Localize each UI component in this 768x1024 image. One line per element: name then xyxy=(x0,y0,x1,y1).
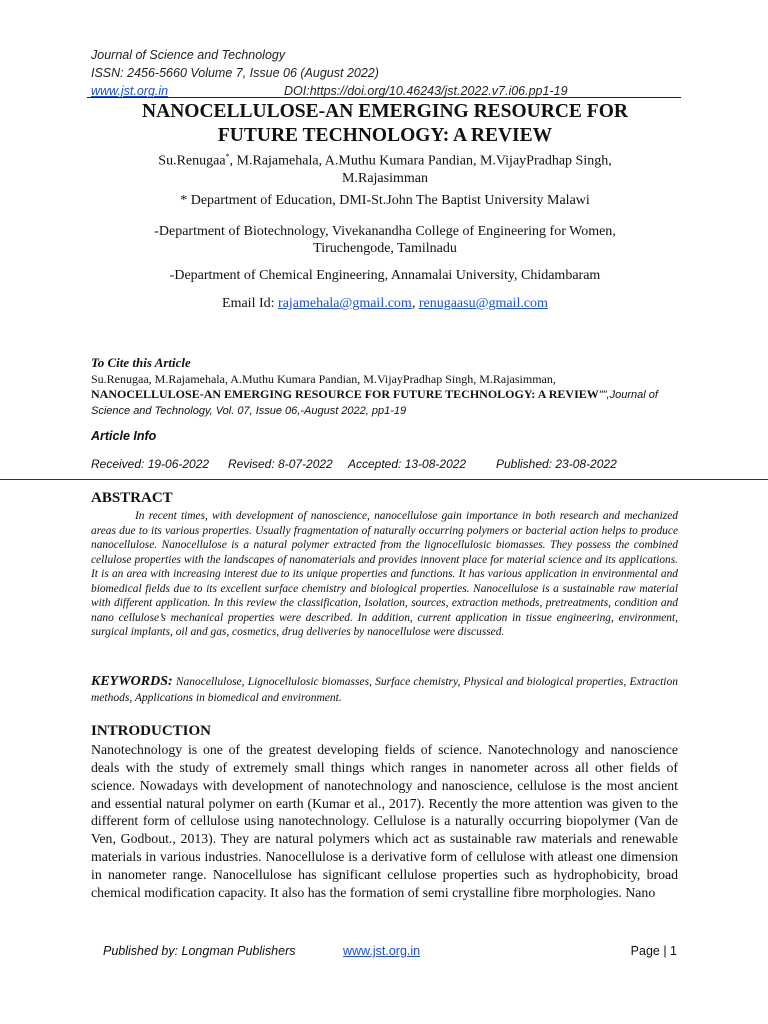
cite-title: NANOCELLULOSE-AN EMERGING RESOURCE FOR FUTURE TECHNOLOGY: A REVIEW xyxy=(91,387,599,401)
author-first-mark: * xyxy=(225,152,230,161)
abstract-text: In recent times, with development of nanoscience, nanocellulose gain importance in both research and mechanized areas due to its various properties. Usually fragmentation of naturally occurring polymers or bacterial action helps to produce nanocellulose. Nanocellulose is a natural polymer extracted from the lignocellulosic biomasses. They possess the combined cellulose properties with the landscapes of nanomaterials and provides innovent place for material science and its applications. It is an area with increasing interest due to its unique properties and functions. It has various application in environmental and biomedical fields due to its excellent surface chemistry and biological properties. Nanocellulose is a sustainable raw material with different application. In this review the classification, Isolation, sources, extraction methods, pretreatments, condition and nano cellulose’s mechanical properties were described. In addition, current application in tissue engineering, environment, surgical implants, oil and gas, cosmetics, drug deliveries by nanocellulose were discussed. xyxy=(91,510,678,639)
header-divider xyxy=(87,97,681,98)
email-label: Email Id: xyxy=(222,296,279,311)
paper-title-line-2: FUTURE TECHNOLOGY: A REVIEW xyxy=(217,125,553,146)
cite-authors: Su.Renugaa, M.Rajamehala, A.Muthu Kumara Pandian, M.VijayPradhap Singh, M.Rajasimman, xyxy=(91,372,556,386)
keywords-block xyxy=(91,674,678,706)
introduction-heading: INTRODUCTION xyxy=(91,723,212,739)
affiliation-2 xyxy=(90,223,680,257)
section-divider xyxy=(0,479,768,480)
footer-url-link[interactable]: www.jst.org.in xyxy=(343,944,421,958)
journal-url-link[interactable]: www.jst.org.in xyxy=(91,84,169,98)
journal-header xyxy=(91,46,568,100)
accepted-date: Accepted: 13-08-2022 xyxy=(348,457,467,471)
keywords-text: Nanocellulose, Lignocellulosic biomasses, Surface chemistry, Physical and biological properties, Extraction methods, Applications in biomedical and environment. xyxy=(91,676,678,704)
author-line-2: M.Rajasimman xyxy=(342,170,428,186)
keywords-label: KEYWORDS: xyxy=(91,674,173,689)
abstract-heading: ABSTRACT xyxy=(91,490,173,506)
cite-body xyxy=(91,372,681,419)
email-line xyxy=(90,295,680,312)
paper-title-line-1: NANOCELLULOSE-AN EMERGING RESOURCE FOR xyxy=(142,101,628,122)
received-date: Received: 19-06-2022 xyxy=(91,457,210,471)
footer-page-number: Page | 1 xyxy=(630,944,677,958)
email-link-rajamehala[interactable]: rajamehala@gmail.com xyxy=(278,296,412,311)
affiliation-2-line-2: Tiruchengode, Tamilnadu xyxy=(313,241,457,256)
journal-doi: DOI:https://doi.org/10.46243/jst.2022.v7.i06.pp1-19 xyxy=(284,84,568,98)
article-info-heading: Article Info xyxy=(91,429,157,443)
author-rest: , M.Rajamehala, A.Muthu Kumara Pandian, M.VijayPradhap Singh, xyxy=(229,153,612,169)
author-list xyxy=(90,148,680,187)
affiliation-1: * Department of Education, DMI-St.John The Baptist University Malawi xyxy=(180,193,590,208)
email-link-renugaasu[interactable]: renugaasu@gmail.com xyxy=(418,296,548,311)
revised-date: Revised: 8-07-2022 xyxy=(228,457,333,471)
article-dates xyxy=(91,457,617,471)
cite-journal: "",Journal of Science and Technology, Vol. 07, Issue 06,-August 2022, pp1-19 xyxy=(91,389,658,417)
footer-publisher: Published by: Longman Publishers xyxy=(103,944,296,958)
cite-heading: To Cite this Article xyxy=(91,355,191,370)
page-footer xyxy=(0,944,768,962)
paper-title xyxy=(90,100,680,148)
author-first: Su.Renugaa xyxy=(158,153,226,169)
journal-issn: ISSN: 2456-5660 Volume 7, Issue 06 (August 2022) xyxy=(91,66,379,80)
published-date: Published: 23-08-2022 xyxy=(496,457,617,471)
journal-name: Journal of Science and Technology xyxy=(91,48,286,62)
affiliation-3: -Department of Chemical Engineering, Annamalai University, Chidambaram xyxy=(169,268,601,283)
email-separator: , xyxy=(411,296,419,311)
introduction-text: Nanotechnology is one of the greatest developing fields of science. Nanotechnology and nanoscience deals with the study of extremely small things which ranges in nanometer across all other fields of science. Nowadays with development of nanotechnology and nanoscience, cellulose is the most ancient and essential natural polymer on earth (Kumar et al., 2017). Recently the more attention was given to the different form of cellulose using nanotechnology. Cellulose is a naturally occurring biopolymer (Van de Ven, Godbout., 2013). They are natural polymers which act as sustainable raw materials and renewable materials in various industries. Nanocellulose is a derivative form of cellulose with atleast one dimension in nanometer range. Nanocellulose has significant cellulose properties such as hydrophobicity, broad chemical modification capacity. It also has the formation of semi crystalline fibre morphologies. Nano xyxy=(91,742,678,900)
affiliation-2-line-1: -Department of Biotechnology, Vivekanandha College of Engineering for Women, xyxy=(154,224,616,239)
